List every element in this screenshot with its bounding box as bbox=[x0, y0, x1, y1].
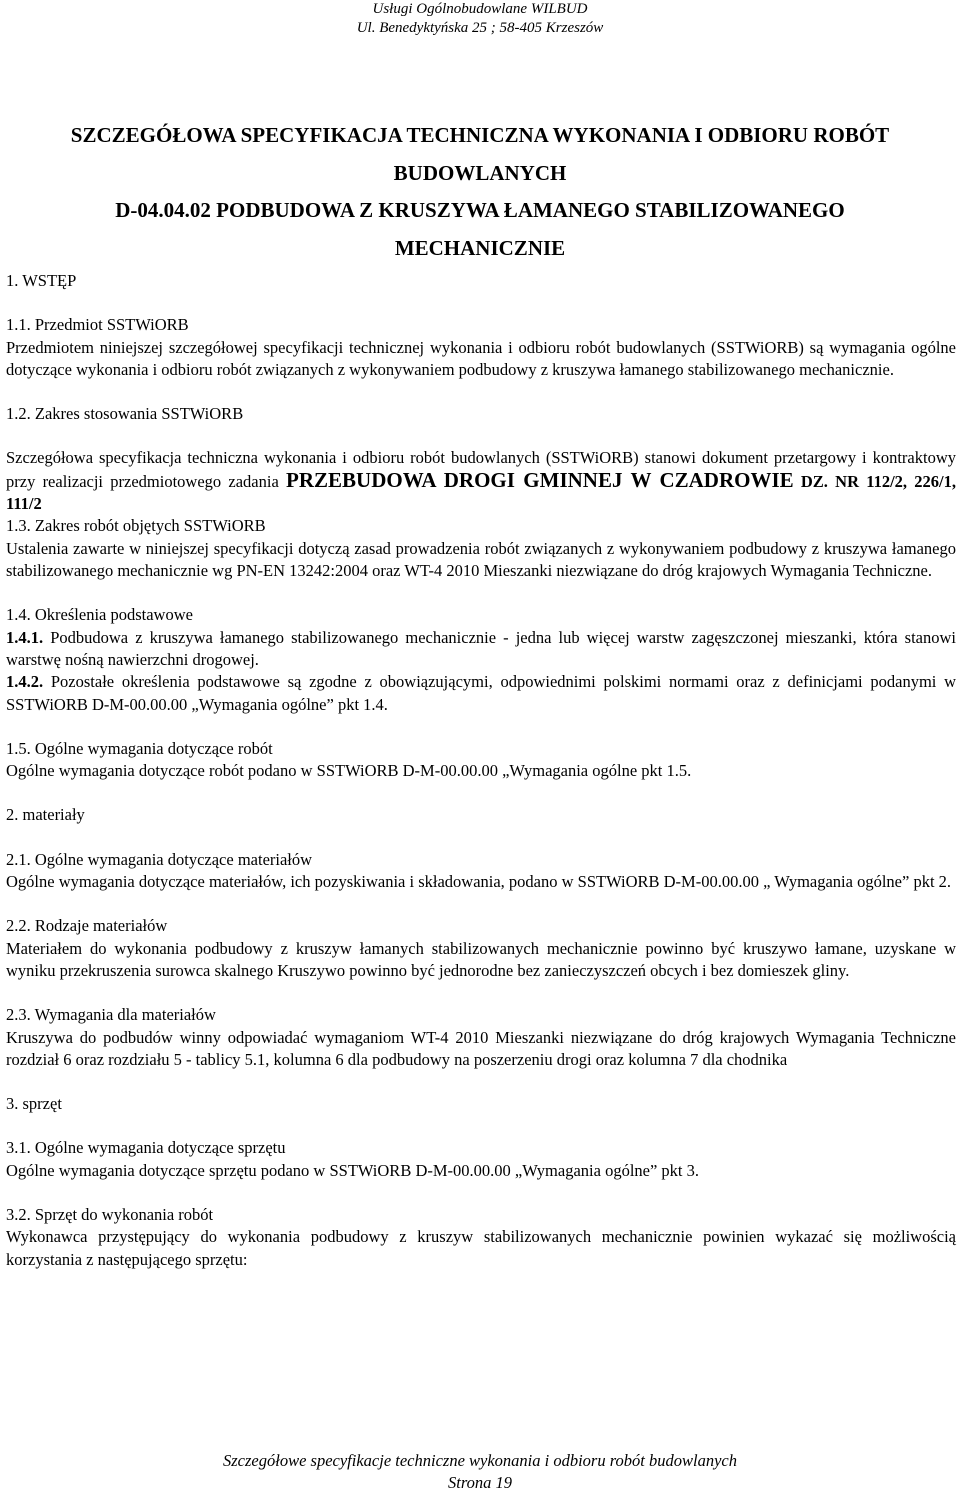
section-1-1-heading: 1.1. Przedmiot SSTWiORB bbox=[6, 315, 189, 335]
section-2-2-text: Materiałem do wykonania podbudowy z kruszyw łamanych stabilizowanych mechanicznie powinno być kruszywo łamane, uzyskane w wyniku przekruszenia surowca skalnego Kruszywo powinno być jednorodne bez zanieczyszczeń obcych i bez domieszek gliny. bbox=[6, 938, 956, 980]
section-3-2-heading: 3.2. Sprzęt do wykonania robót bbox=[6, 1205, 214, 1225]
company-address: Ul. Benedyktyńska 25 ; 58-405 Krzeszów bbox=[356, 20, 604, 36]
project-name: PRZEBUDOWA DROGI GMINNEJ W CZADROWIE bbox=[286, 468, 794, 493]
title-line-1: SZCZEGÓŁOWA SPECYFIKACJA TECHNICZNA WYKONANIA I ODBIORU ROBÓT bbox=[70, 123, 890, 147]
section-1-5-text: Ogólne wymagania dotyczące robót podano w SSTWiORB D-M-00.00.00 „Wymagania ogólne pkt 1.5. bbox=[6, 761, 692, 781]
section-1-4-1-paragraph bbox=[6, 627, 956, 672]
section-1-4-1-number: 1.4.1. bbox=[6, 627, 44, 647]
section-1-heading: 1. WSTĘP bbox=[6, 271, 77, 290]
section-2-1-text: Ogólne wymagania dotyczące materiałów, ich pozyskiwania i składowania, podano w SSTWiORB D-M-00.00.00 „ Wymagania ogólne” pkt 2. bbox=[6, 872, 952, 892]
section-1-3-text: Ustalenia zawarte w niniejszej specyfikacji dotyczą zasad prowadzenia robót związanych z wykonywaniem podbudowy z kruszywa łamanego stabilizowanego mechanicznie wg PN-EN 13242:2004 oraz WT-4 2010 Mieszanki niezwiązane do dróg krajowych Wymagania Techniczne. bbox=[6, 538, 956, 581]
section-3-1-text: Ogólne wymagania dotyczące sprzętu podano w SSTWiORB D-M-00.00.00 „Wymagania ogólne” pkt 3. bbox=[6, 1160, 700, 1180]
title-line-2: BUDOWLANYCH bbox=[393, 161, 567, 185]
section-1-4-2-paragraph bbox=[6, 671, 956, 716]
page-header bbox=[0, 0, 960, 38]
company-name: Usługi Ogólnobudowlane WILBUD bbox=[372, 1, 588, 17]
plot-numbers: DZ. NR 112/2, 226/1, 111/2 bbox=[6, 472, 957, 514]
section-1-5-heading: 1.5. Ogólne wymagania dotyczące robót bbox=[6, 738, 273, 758]
section-2-2-heading: 2.2. Rodzaje materiałów bbox=[6, 916, 168, 936]
section-1-2-paragraph bbox=[6, 447, 956, 515]
section-1-4-heading: 1.4. Określenia podstawowe bbox=[6, 605, 193, 625]
section-3-2-text: Wykonawca przystępujący do wykonania podbudowy z kruszyw stabilizowanych mechanicznie powinien wykazać się możliwością korzystania z następującego sprzętu: bbox=[6, 1227, 956, 1269]
spec-title-line-2: MECHANICZNIE bbox=[394, 236, 566, 260]
page-footer bbox=[0, 1450, 960, 1494]
section-1-4-2-number: 1.4.2. bbox=[6, 672, 44, 692]
section-1-4-1-text: Podbudowa z kruszywa łamanego stabilizowanego mechanicznie - jedna lub więcej warstw zagęszczonej mieszanki, która stanowi warstwę nośną nawierzchni drogowej. bbox=[6, 627, 957, 669]
section-2-heading: 2. materiały bbox=[6, 805, 85, 825]
spec-title bbox=[0, 191, 960, 267]
section-1-4-2-text: Pozostałe określenia podstawowe są zgodne z obowiązującymi, odpowiednimi polskimi normami oraz z definicjami podanymi w SSTWiORB D-M-00.00.00 „Wymagania ogólne” pkt 1.4. bbox=[6, 672, 957, 714]
spec-title-line-1: D-04.04.02 PODBUDOWA Z KRUSZYWA ŁAMANEGO STABILIZOWANEGO bbox=[115, 198, 845, 222]
section-2-3-text: Kruszywa do podbudów winny odpowiadać wymaganiom WT-4 2010 Mieszanki niezwiązane do dróg krajowych Wymagania Techniczne rozdział 6 oraz rozdziału 5 - tablicy 5.1, kolumna 6 dla podbudowy na poszerzeniu drogi oraz kolumna 7 dla chodnika bbox=[6, 1027, 956, 1069]
section-3-heading: 3. sprzęt bbox=[6, 1094, 62, 1114]
section-1-2-text: Szczegółowa specyfikacja techniczna wykonania i odbioru robót budowlanych (SSTWiORB) stanowi dokument przetargowy i kontraktowy przy realizacji przedmiotowego zadania bbox=[6, 448, 956, 492]
section-2-3-heading: 2.3. Wymagania dla materiałów bbox=[6, 1005, 216, 1025]
section-1-1-text: Przedmiotem niniejszej szczegółowej specyfikacji technicznej wykonania i odbioru robót budowlanych (SSTWiORB) są wymagania ogólne dotyczące wykonania i odbioru robót związanych z wykonywaniem podbudowy z kruszywa łamanego stabilizowanego mechanicznie. bbox=[6, 337, 956, 379]
section-2-1-heading: 2.1. Ogólne wymagania dotyczące materiałów bbox=[6, 849, 313, 869]
section-1-2-heading: 1.2. Zakres stosowania SSTWiORB bbox=[6, 404, 244, 424]
document-title bbox=[0, 116, 960, 192]
section-1-3-heading: 1.3. Zakres robót objętych SSTWiORB bbox=[6, 516, 266, 536]
page-number: Strona 19 bbox=[447, 1473, 513, 1492]
section-3-1-heading: 3.1. Ogólne wymagania dotyczące sprzętu bbox=[6, 1138, 286, 1158]
document-body bbox=[6, 270, 956, 1271]
footer-title: Szczegółowe specyfikacje techniczne wykonania i odbioru robót budowlanych bbox=[223, 1451, 737, 1470]
